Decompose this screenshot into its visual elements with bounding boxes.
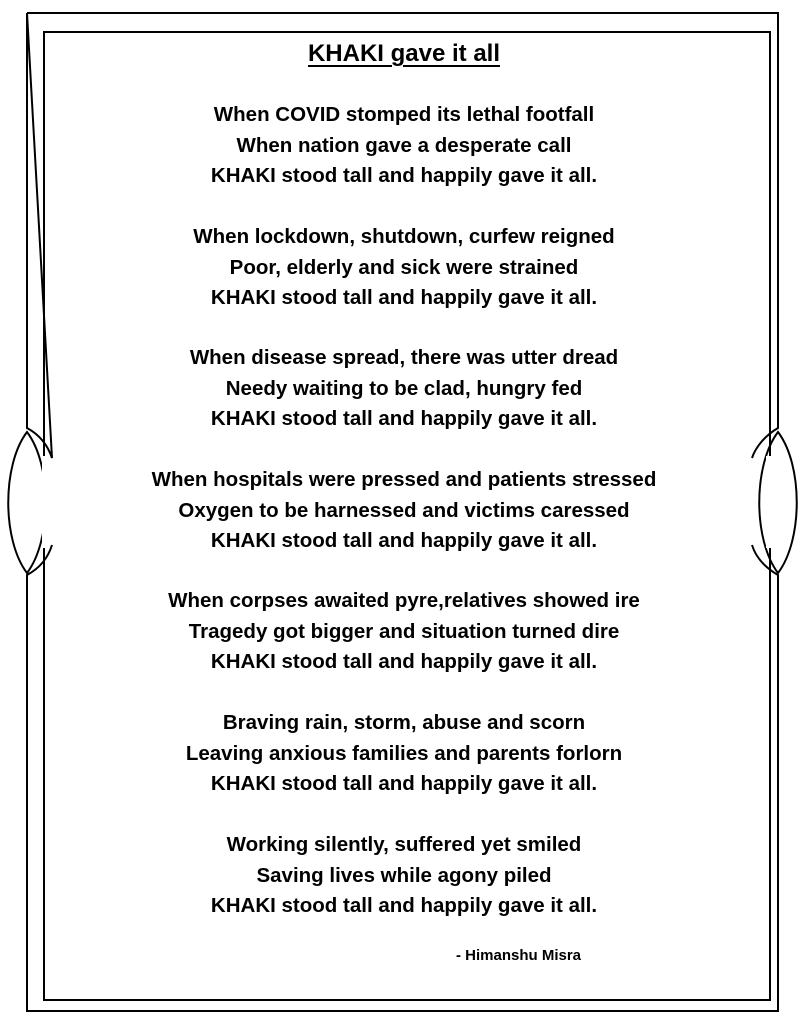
right-lens-ornament <box>759 432 797 573</box>
stanza <box>104 586 704 678</box>
poem-line: When corpses awaited pyre,relatives showed ire <box>168 589 640 612</box>
stanza <box>104 343 704 435</box>
poem-line: When disease spread, there was utter dread <box>189 346 619 369</box>
poem-refrain: KHAKI stood tall and happily gave it all. <box>210 529 598 552</box>
author-signature: - Himanshu Misra <box>456 947 582 964</box>
poem-refrain: KHAKI stood tall and happily gave it all. <box>210 407 598 430</box>
stanza <box>104 222 704 314</box>
stanza <box>104 708 704 800</box>
poem-refrain: KHAKI stood tall and happily gave it all. <box>210 894 598 917</box>
poem-line: Needy waiting to be clad, hungry fed <box>225 376 583 400</box>
poem-line: Tragedy got bigger and situation turned dire <box>188 619 620 643</box>
stanza <box>104 100 704 192</box>
poem-title: KHAKI gave it all <box>307 40 501 67</box>
poem-refrain: KHAKI stood tall and happily gave it all. <box>210 286 598 309</box>
poem-refrain: KHAKI stood tall and happily gave it all. <box>210 650 598 673</box>
poem-line: When hospitals were pressed and patients stressed <box>151 468 657 491</box>
stanza <box>104 830 704 922</box>
poem-line: Working silently, suffered yet smiled <box>226 833 582 856</box>
stanza <box>104 465 704 557</box>
poem-line: Leaving anxious families and parents forlorn <box>185 741 623 765</box>
poem-line: Oxygen to be harnessed and victims caressed <box>178 498 630 522</box>
poem-line: Braving rain, storm, abuse and scorn <box>222 711 586 734</box>
poem-line: Saving lives while agony piled <box>256 863 552 887</box>
poem-refrain: KHAKI stood tall and happily gave it all. <box>210 772 598 795</box>
poem-line: When COVID stomped its lethal footfall <box>213 103 595 126</box>
poem-line: When nation gave a desperate call <box>236 133 572 157</box>
poem-line: When lockdown, shutdown, curfew reigned <box>193 225 615 248</box>
poem-refrain: KHAKI stood tall and happily gave it all. <box>210 164 598 187</box>
left-lens-ornament <box>8 432 46 573</box>
poem-line: Poor, elderly and sick were strained <box>229 255 579 279</box>
